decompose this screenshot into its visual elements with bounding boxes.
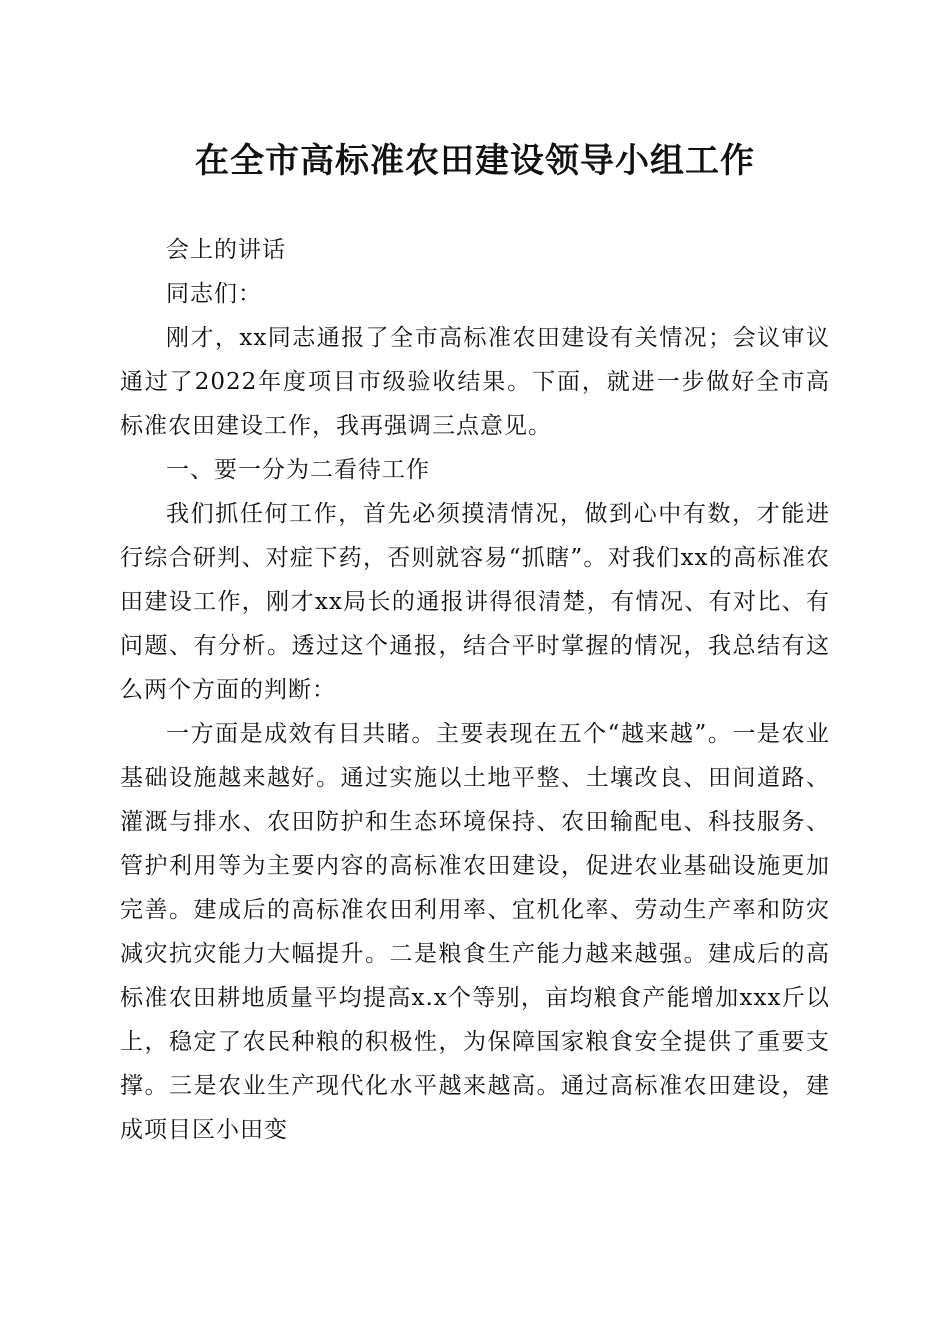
section-heading-1: 一、要一分为二看待工作	[166, 457, 430, 483]
intro-paragraph: 刚才，xx同志通报了全市高标准农田建设有关情况；会议审议通过了2022年度项目市级验收结果。下面，就进一步做好全市高标准农田建设工作，我再强调三点意见。	[120, 325, 830, 439]
document-page	[120, 138, 830, 1152]
document-title: 在全市高标准农田建设领导小组工作	[195, 141, 755, 181]
section1-paragraph-2: 一方面是成效有目共睹。主要表现在五个“越来越”。一是农业基础设施越来越好。通过实施以土地平整、土壤改良、田间道路、灌溉与排水、农田防护和生态环境保持、农田输配电、科技服务、管护利用等为主要内容的高标准农田建设，促进农业基础设施更加完善。建成后的高标准农田利用率、宜机化率、劳动生产率和防灾减灾抗灾能力大幅提升。二是粮食生产能力越来越强。建成后的高标准农田耕地质量平均提高x.x个等别，亩均粮食产能增加xxx斤以上，稳定了农民种粮的积极性，为保障国家粮食安全提供了重要支撑。三是农业生产现代化水平越来越高。通过高标准农田建设，建成项目区小田变	[120, 721, 830, 1143]
section1-paragraph-1: 我们抓任何工作，首先必须摸清情况，做到心中有数，才能进行综合研判、对症下药，否则就容易“抓瞎”。对我们xx的高标准农田建设工作，刚才xx局长的通报讲得很清楚，有情况、有对比、有问题、有分析。透过这个通报，结合平时掌握的情况，我总结有这么两个方面的判断：	[120, 501, 830, 703]
document-subtitle: 会上的讲话	[166, 237, 286, 263]
salutation: 同志们：	[166, 281, 262, 307]
